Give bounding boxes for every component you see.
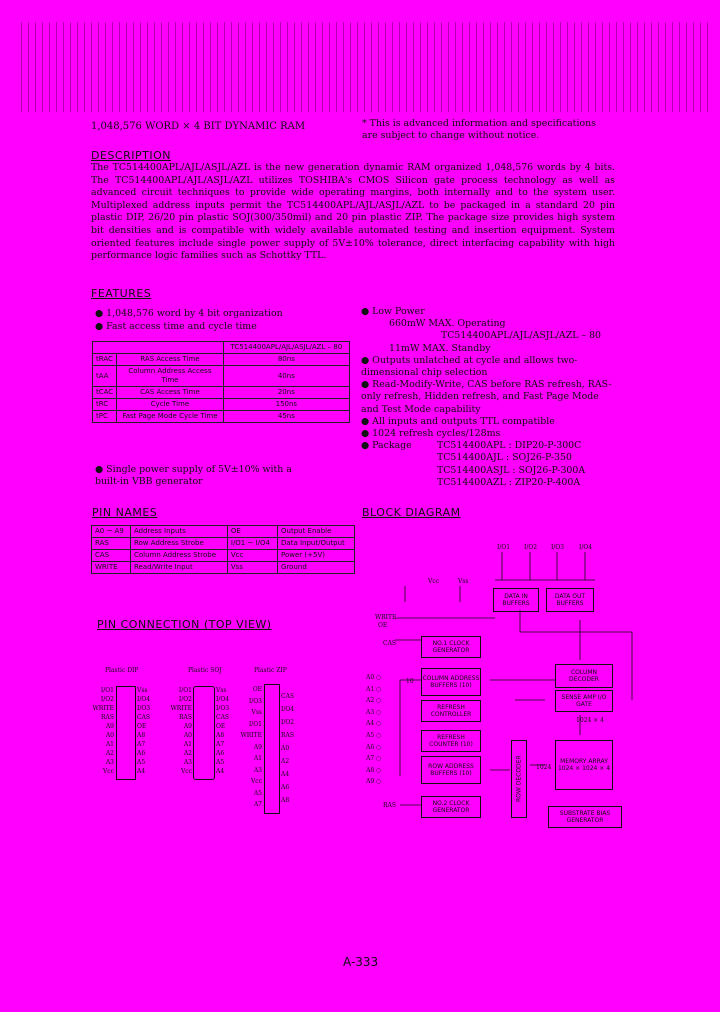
refresh-counter: REFRESH COUNTER (10) [421, 730, 481, 752]
pin-label: A1 [105, 741, 114, 748]
pin-label: I/O1 [248, 720, 262, 728]
col-width-label: 1024 × 4 [576, 717, 604, 724]
pin-label: A8 [137, 732, 146, 739]
pin-label: Vcc [102, 768, 114, 775]
pin-label: A9 [253, 743, 262, 751]
substrate-bias-generator: SUBSTRATE BIAS GENERATOR [548, 806, 622, 828]
sense-amp: SENSE AMP I/O GATE [555, 690, 613, 712]
io1-label: I/O1 [497, 544, 511, 551]
pin-label: I/O4 [137, 696, 151, 703]
pin-label: Vss [251, 709, 262, 716]
header-scan-noise [18, 22, 708, 112]
pin-label: A2 [105, 750, 114, 757]
pin-label: A3 [183, 759, 192, 766]
pin-label: I/O4 [281, 706, 295, 713]
table-header: TC514400APL/AJL/ASJL/AZL – 80 [223, 342, 349, 354]
pin-label: WRITE [92, 705, 114, 712]
pin-label: A6 [281, 784, 290, 791]
pin-label: A1 [253, 755, 262, 762]
soj-label: Plastic SOJ [188, 667, 222, 674]
zip-label: Plastic ZIP [254, 667, 287, 674]
pin-label: WRITE [170, 705, 192, 712]
pin-label: A0 [183, 732, 192, 739]
clock-generator-1: NO.1 CLOCK GENERATOR [421, 636, 481, 658]
dip-left-pins [88, 686, 114, 776]
refresh-controller: REFRESH CONTROLLER [421, 700, 481, 722]
memory-array: MEMORY ARRAY 1024 × 1024 × 4 [555, 740, 613, 790]
pin-label: A6 [137, 750, 146, 757]
pin-label: RAS [179, 714, 192, 721]
pin-label: A8 [281, 797, 290, 804]
pin-label: A5 [137, 759, 146, 766]
oe-label: OE [378, 622, 388, 629]
pin-connection-heading: PIN CONNECTION (TOP VIEW) [97, 618, 272, 631]
power-feature: ● Single power supply of 5V±10% with a built-in VBB generator [95, 464, 292, 487]
description-text: The TC514400APL/AJL/ASJL/AZL is the new generation dynamic RAM organized 1,048,576 words by 4 bits. The TC514400APL/AJL/ASJL/AZL utilizes TOSHIBA's CMOS Silicon gate process technology as well as advanced circuit techniques to provide wide operating margins, both internally and to the system user. Multiplexed address inputs permit the TC514400APL/AJL/ASJL/AZL to be packaged in a standard 20 pin plastic DIP, 26/20 pin plastic SOJ(300/350mil) and 20 pin plastic ZIP. The package size provides high system bit densities and is compatible with widely available automated testing and insertion equipment. System oriented features include single power supply of 5V±10% tolerance, direct interfacing capability with high performance logic families such as Schottky TTL. [91, 162, 615, 262]
vss-label: Vss [458, 578, 469, 585]
address-pin-label: A2 ○ [366, 697, 382, 705]
dip-package [116, 686, 136, 780]
pin-label: CAS [216, 714, 230, 721]
pin-label: OE [216, 723, 226, 730]
pin-label: I/O1 [178, 687, 192, 694]
pin-label: A1 [183, 741, 192, 748]
pin-label: I/O3 [137, 705, 151, 712]
pin-label: RAS [101, 714, 114, 721]
pin-label: A4 [216, 768, 225, 775]
io3-label: I/O3 [551, 544, 565, 551]
column-address-buffers: COLUMN ADDRESS BUFFERS (10) [421, 668, 481, 696]
block-diagram-heading: BLOCK DIAGRAM [362, 506, 461, 519]
document-title: 1,048,576 WORD × 4 BIT DYNAMIC RAM [91, 121, 306, 132]
pin-label: A2 [281, 758, 290, 765]
pin-names-table: A0 ~ A9 Address Inputs OE Output Enable RAS Row Address Strobe I/O1 ~ I/O4 Data Input/Output CAS Column Address Strobe Vcc Power (+5V) WRITE Read/Write Input Vss Ground [91, 525, 355, 574]
zip-left-pins [234, 684, 262, 811]
pin-label: I/O2 [178, 696, 192, 703]
pin-label: Vcc [250, 778, 262, 785]
features-heading: FEATURES [91, 287, 152, 300]
address-pin-label: A1 ○ [366, 685, 382, 693]
feature-item: ● Fast access time and cycle time [95, 321, 257, 332]
address-pin-label: A8 ○ [366, 766, 382, 774]
row-decoder: ROW DECODER [511, 740, 527, 818]
address-pin-label: A7 ○ [366, 755, 382, 763]
dip-right-pins [137, 686, 163, 776]
data-out-buffers: DATA OUT BUFFERS [546, 588, 594, 612]
feature-item: ● 1,048,576 word by 4 bit organization [95, 308, 283, 319]
pin-label: Vcc [180, 768, 192, 775]
row-width-label: 1024 [536, 764, 552, 771]
address-pin-label: A5 ○ [366, 731, 382, 739]
pin-label: I/O4 [216, 696, 230, 703]
notice: * This is advanced information and specifications are subject to change without notice. [362, 118, 596, 141]
ras-label: RAS [383, 802, 396, 809]
pin-label: A5 [253, 789, 262, 797]
pin-label: CAS [137, 714, 151, 721]
pin-label: Vss [137, 687, 148, 694]
pin-label: I/O3 [248, 697, 262, 705]
zip-package [264, 684, 280, 814]
pin-label: A5 [216, 759, 225, 766]
pin-label: OE [252, 686, 262, 693]
address-pin-label: A4 ○ [366, 720, 382, 728]
pin-label: A7 [216, 741, 225, 748]
pin-label: I/O1 [100, 687, 114, 694]
data-in-buffers: DATA IN BUFFERS [493, 588, 539, 612]
pin-label: A8 [216, 732, 225, 739]
pin-label: A4 [137, 768, 146, 775]
description-heading: DESCRIPTION [91, 149, 171, 162]
pin-label: RAS [281, 732, 294, 739]
access-time-table: TC514400APL/AJL/ASJL/AZL – 80 tRAC RAS Access Time 80ns tAA Column Address Access Time 40ns tCAC CAS Access Time 20ns tRC Cycle Time 150ns tPC Fast Page Mode Cycle Time 45ns [92, 341, 350, 423]
cas-label: CAS [383, 640, 397, 647]
pin-label: CAS [281, 693, 295, 700]
soj-left-pins [166, 686, 192, 776]
pin-label: OE [137, 723, 147, 730]
page-number: A-333 [343, 955, 379, 969]
pin-label: A4 [281, 771, 290, 778]
pin-label: A2 [183, 750, 192, 757]
pin-label: I/O2 [281, 719, 295, 726]
pin-label: A6 [216, 750, 225, 757]
pin-label: A9 [183, 723, 192, 730]
pin-label: A3 [105, 759, 114, 766]
address-pin-label: A0 ○ [366, 674, 382, 681]
pin-label: A0 [105, 732, 114, 739]
write-label: WRITE [375, 614, 397, 621]
pin-label: A7 [137, 741, 146, 748]
address-pin-list [366, 672, 388, 788]
pin-label: Vss [216, 687, 227, 694]
row-address-buffers: ROW ADDRESS BUFFERS (10) [421, 756, 481, 784]
clock-generator-2: NO.2 CLOCK GENERATOR [421, 796, 481, 818]
soj-package [193, 686, 215, 780]
io4-label: I/O4 [579, 544, 593, 551]
dip-label: Plastic DIP [105, 667, 139, 674]
zip-right-pins [281, 690, 309, 807]
address-pin-label: A9 ○ [366, 778, 382, 786]
vcc-label: Vcc [428, 578, 440, 585]
address-pin-label: A3 ○ [366, 708, 382, 716]
pin-label: WRITE [240, 732, 262, 739]
bus-width-label: 10 [406, 678, 414, 685]
pin-label: A3 [253, 766, 262, 774]
pin-label: I/O2 [100, 696, 114, 703]
io2-label: I/O2 [524, 544, 538, 551]
pin-label: A9 [105, 723, 114, 730]
features-right-list: ● Low Power 660mW MAX. Operating TC514400APL/AJL/ASJL/AZL – 80 11mW MAX. Standby ● Outputs unlatched at cycle and allows two-dimensional chip selection ● Read-Modify-Write, CAS before RAS refresh, RAS-only refresh, Hidden refresh, and Fast Page Mode and Test Mode capability ● All inputs and outputs TTL compatible ● 1024 refresh cycles/128ms ● Package TC514400APL : DIP20-P-300C TC514400AJL : SOJ26-P-350 TC514400ASJL : SOJ26-P-300A TC514400AZL : ZIP20-P-400A [361, 306, 612, 488]
address-pin-label: A6 ○ [366, 743, 382, 751]
pin-label: I/O3 [216, 705, 230, 712]
pin-names-heading: PIN NAMES [92, 506, 158, 519]
pin-label: A7 [253, 801, 262, 808]
pin-label: A0 [281, 745, 290, 752]
column-decoder: COLUMN DECODER [555, 664, 613, 688]
